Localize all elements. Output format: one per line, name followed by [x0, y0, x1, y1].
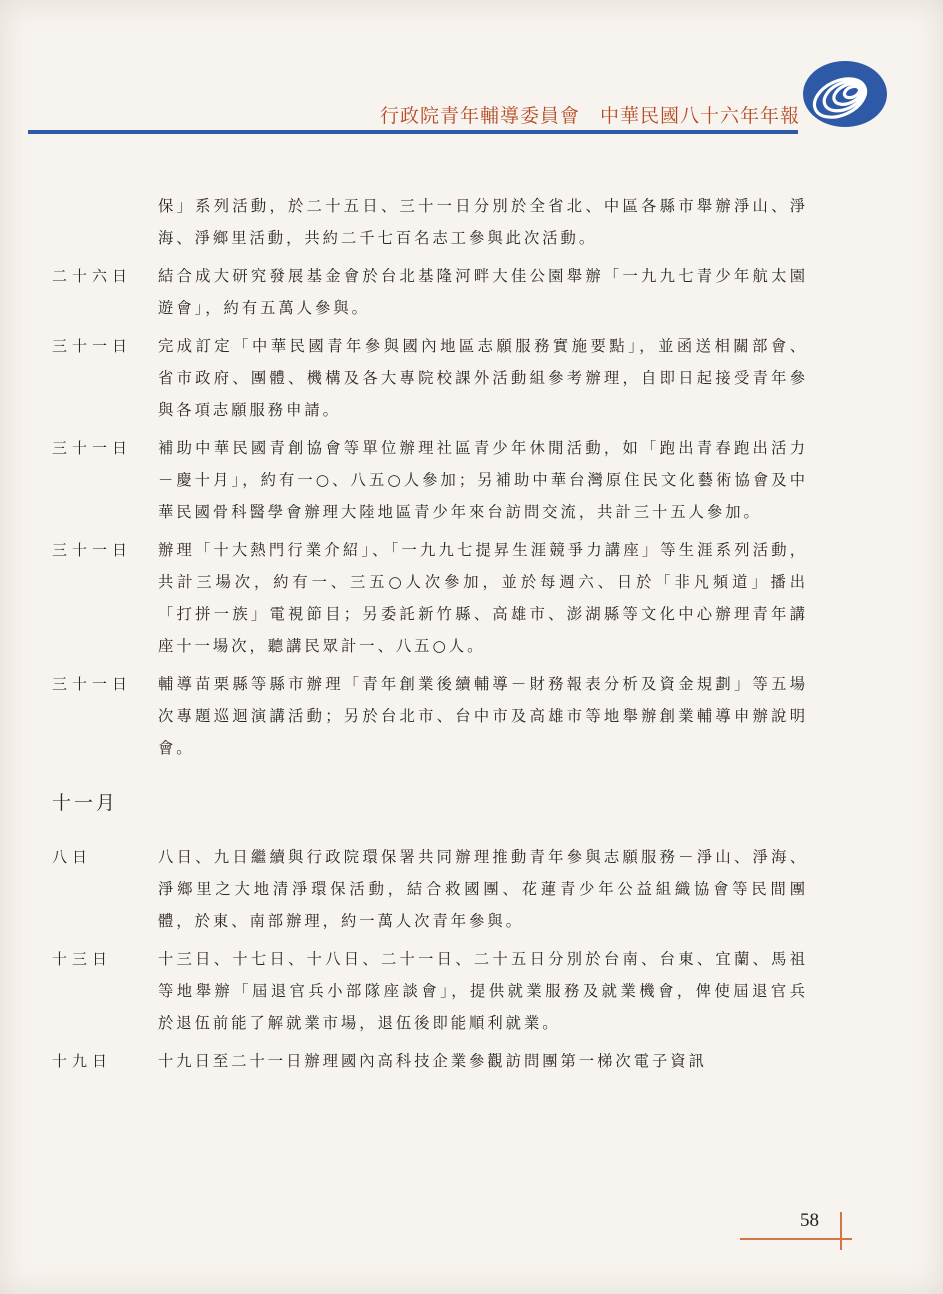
entry-date: 三十一日 [52, 337, 133, 355]
entry-text: 完成訂定「中華民國青年參與國內地區志願服務實施要點」，並函送相關部會、省市政府、團體、機構及各大專院校課外活動組參考辦理，自即日起接受青年參與各項志願服務申請。 [158, 337, 808, 419]
entry-date [52, 190, 160, 254]
chronology-entry [52, 668, 812, 764]
entry-date: 十三日 [52, 950, 113, 968]
page-number-rule-vertical [840, 1212, 842, 1250]
chronology [52, 190, 812, 1083]
chronology-entry [52, 260, 812, 324]
concentric-rings-logo-icon [800, 58, 890, 130]
entry-date: 二十六日 [52, 267, 133, 285]
entry-text: 結合成大研究發展基金會於台北基隆河畔大佳公園舉辦「一九九七青少年航太園遊會」，約有五萬人參與。 [158, 267, 808, 317]
entry-text: 十九日至二十一日辦理國內高科技企業參觀訪問團第一梯次電子資訊 [158, 1052, 707, 1070]
chronology-entry [52, 534, 812, 662]
entry-date: 十九日 [52, 1052, 113, 1070]
page-number: 58 [800, 1210, 819, 1231]
chronology-entry [52, 943, 812, 1039]
entry-date: 八日 [52, 848, 93, 866]
header-rule [28, 130, 798, 134]
entry-text: 補助中華民國青創協會等單位辦理社區青少年休閒活動，如「跑出青春跑出活力－慶十月」，約有一○、八五○人參加；另補助中華台灣原住民文化藝術協會及中華民國骨科醫學會辦理大陸地區青少年來台訪問交流，共計三十五人參加。 [158, 439, 808, 521]
month-heading: 十一月 [52, 792, 119, 814]
entry-text: 十三日、十七日、十八日、二十一日、二十五日分別於台南、台東、宜蘭、馬祖等地舉辦「屆退官兵小部隊座談會」，提供就業服務及就業機會，俾使屆退官兵於退伍前能了解就業市場，退伍後即能順利就業。 [158, 950, 808, 1032]
entry-text: 輔導苗栗縣等縣市辦理「青年創業後續輔導－財務報表分析及資金規劃」等五場次專題巡迴演講活動；另於台北市、台中市及高雄市等地舉辦創業輔導申辦說明會。 [158, 675, 808, 757]
chronology-entry [52, 1045, 812, 1077]
chronology-entry [52, 330, 812, 426]
entry-text: 保」系列活動，於二十五日、三十一日分別於全省北、中區各縣市舉辦淨山、淨海、淨鄉里活動，共約二千七百名志工參與此次活動。 [158, 197, 808, 247]
entry-date: 三十一日 [52, 675, 133, 693]
report-header-title: 行政院青年輔導委員會 中華民國八十六年年報 [379, 105, 800, 127]
entry-text: 辦理「十大熱門行業介紹」、「一九九七提昇生涯競爭力講座」等生涯系列活動，共計三場次，約有一、三五○人次參加，並於每週六、日於「非凡頻道」播出「打拼一族」電視節目；另委託新竹縣、高雄市、澎湖縣等文化中心辦理青年講座十一場次，聽講民眾計一、八五○人。 [158, 541, 808, 655]
entry-date: 三十一日 [52, 541, 133, 559]
entry-date: 三十一日 [52, 439, 133, 457]
chronology-entry [52, 432, 812, 528]
chronology-entry [52, 190, 812, 254]
entry-text: 八日、九日繼續與行政院環保署共同辦理推動青年參與志願服務－淨山、淨海、淨鄉里之大地清淨環保活動，結合救國團、花蓮青少年公益組織協會等民間團體，於東、南部辦理，約一萬人次青年參與。 [158, 848, 808, 930]
page-number-rule-horizontal [740, 1238, 852, 1240]
chronology-entry [52, 841, 812, 937]
